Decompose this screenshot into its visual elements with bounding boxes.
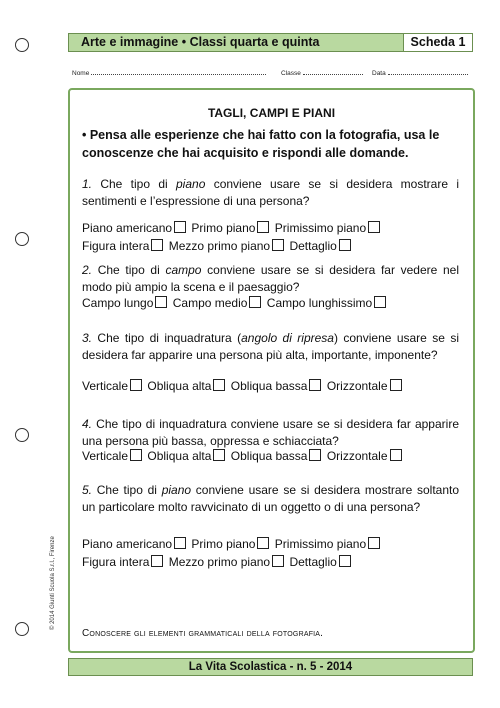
answer-checkbox[interactable] <box>309 449 321 461</box>
answer-checkbox[interactable] <box>213 449 225 461</box>
answer-checkbox[interactable] <box>130 379 142 391</box>
class-field[interactable] <box>281 68 363 77</box>
option-label: Figura intera <box>82 555 150 569</box>
option-label: Mezzo primo piano <box>168 555 271 569</box>
answer-options <box>82 295 463 312</box>
answer-checkbox[interactable] <box>174 221 186 233</box>
question-5 <box>82 482 459 516</box>
option-label: Orizzontale <box>326 449 388 463</box>
answer-checkbox[interactable] <box>339 239 351 251</box>
binder-hole <box>15 232 29 246</box>
answer-checkbox[interactable] <box>213 379 225 391</box>
answer-checkbox[interactable] <box>249 296 261 308</box>
question-text: ) conviene usare se si desidera far apparire una persona più alta, importante, imponente? <box>82 331 459 362</box>
question-text: Che tipo di <box>100 177 176 191</box>
worksheet-frame <box>68 88 475 653</box>
question-number: 2. <box>82 263 93 277</box>
answer-checkbox[interactable] <box>257 221 269 233</box>
question-2 <box>82 262 459 296</box>
question-1 <box>82 176 459 210</box>
question-text: Che tipo di inquadratura ( <box>97 331 242 345</box>
answer-checkbox[interactable] <box>309 379 321 391</box>
question-text: Che tipo di inquadratura conviene usare se si desidera far apparire una persona più bassa, oppressa e schiacciata? <box>82 417 459 448</box>
option-label: Piano americano <box>82 537 173 551</box>
answer-options <box>82 238 463 255</box>
answer-checkbox[interactable] <box>151 239 163 251</box>
answer-options <box>82 554 463 571</box>
option-label: Figura intera <box>82 239 150 253</box>
option-label: Primissimo piano <box>274 537 367 551</box>
option-label: Obliqua alta <box>147 449 212 463</box>
answer-options <box>82 378 463 395</box>
date-label: Data <box>372 70 386 77</box>
answer-checkbox[interactable] <box>374 296 386 308</box>
answer-options <box>82 448 463 465</box>
question-text: Che tipo di <box>96 483 162 497</box>
sheet-number: Scheda 1 <box>403 33 473 52</box>
copyright-text: © 2014 Giunti Scuola S.r.l., Firenze <box>50 536 56 630</box>
answer-checkbox[interactable] <box>339 555 351 567</box>
option-label: Campo lungo <box>82 296 154 310</box>
question-4 <box>82 416 459 450</box>
option-label: Piano americano <box>82 221 173 235</box>
name-line <box>91 68 266 75</box>
option-label: Mezzo primo piano <box>168 239 271 253</box>
class-label: Classe <box>281 70 301 77</box>
option-label: Campo lunghissimo <box>266 296 373 310</box>
option-label: Verticale <box>82 449 129 463</box>
date-field[interactable] <box>372 68 468 77</box>
option-label: Obliqua alta <box>147 379 212 393</box>
class-line <box>303 68 363 75</box>
header-title: Arte e immagine • Classi quarta e quinta <box>81 35 320 49</box>
question-keyword: piano <box>161 483 192 497</box>
header-bar <box>68 33 473 52</box>
answer-checkbox[interactable] <box>174 537 186 549</box>
option-label: Campo medio <box>172 296 248 310</box>
footer-bar: La Vita Scolastica - n. 5 - 2014 <box>68 658 473 676</box>
question-text: conviene usare se si desidera mostrare i sentimenti e l’espressione di una persona? <box>82 177 460 208</box>
option-label: Dettaglio <box>289 239 337 253</box>
question-text: Che tipo di <box>97 263 166 277</box>
question-text: conviene usare se si desidera mostrare soltanto un particolare molto ravvicinato di un oggetto o di una persona? <box>82 483 460 514</box>
option-label: Primo piano <box>191 537 256 551</box>
question-keyword: angolo di ripresa <box>241 331 334 345</box>
answer-checkbox[interactable] <box>368 537 380 549</box>
option-label: Obliqua bassa <box>230 379 308 393</box>
binder-hole <box>15 622 29 636</box>
question-number: 5. <box>82 483 93 497</box>
date-line <box>388 68 468 75</box>
answer-checkbox[interactable] <box>390 379 402 391</box>
answer-checkbox[interactable] <box>151 555 163 567</box>
answer-checkbox[interactable] <box>368 221 380 233</box>
option-label: Obliqua bassa <box>230 449 308 463</box>
question-number: 1. <box>82 177 93 191</box>
instructions: • Pensa alle esperienze che hai fatto con la fotografia, usa le conoscenze che hai acquisito e rispondi alle domande. <box>82 128 440 160</box>
learning-objective: Conoscere gli elementi grammaticali della fotografia. <box>82 628 324 639</box>
binder-hole <box>15 38 29 52</box>
answer-checkbox[interactable] <box>272 239 284 251</box>
answer-options <box>82 220 463 237</box>
answer-checkbox[interactable] <box>390 449 402 461</box>
answer-checkbox[interactable] <box>272 555 284 567</box>
question-text: conviene usare se si desidera far vedere nel modo più ampio la scena e il paesaggio? <box>82 263 460 294</box>
question-3 <box>82 330 459 364</box>
option-label: Orizzontale <box>326 379 388 393</box>
question-keyword: campo <box>165 263 202 277</box>
option-label: Primissimo piano <box>274 221 367 235</box>
answer-checkbox[interactable] <box>130 449 142 461</box>
answer-checkbox[interactable] <box>257 537 269 549</box>
binder-hole <box>15 428 29 442</box>
question-number: 3. <box>82 331 93 345</box>
name-label: Nome <box>72 70 90 77</box>
option-label: Verticale <box>82 379 129 393</box>
option-label: Dettaglio <box>289 555 337 569</box>
option-label: Primo piano <box>191 221 256 235</box>
answer-checkbox[interactable] <box>155 296 167 308</box>
question-keyword: piano <box>176 177 206 191</box>
worksheet-title: TAGLI, CAMPI E PIANI <box>207 106 336 120</box>
answer-options <box>82 536 463 553</box>
name-field[interactable] <box>72 68 266 77</box>
question-number: 4. <box>82 417 93 431</box>
